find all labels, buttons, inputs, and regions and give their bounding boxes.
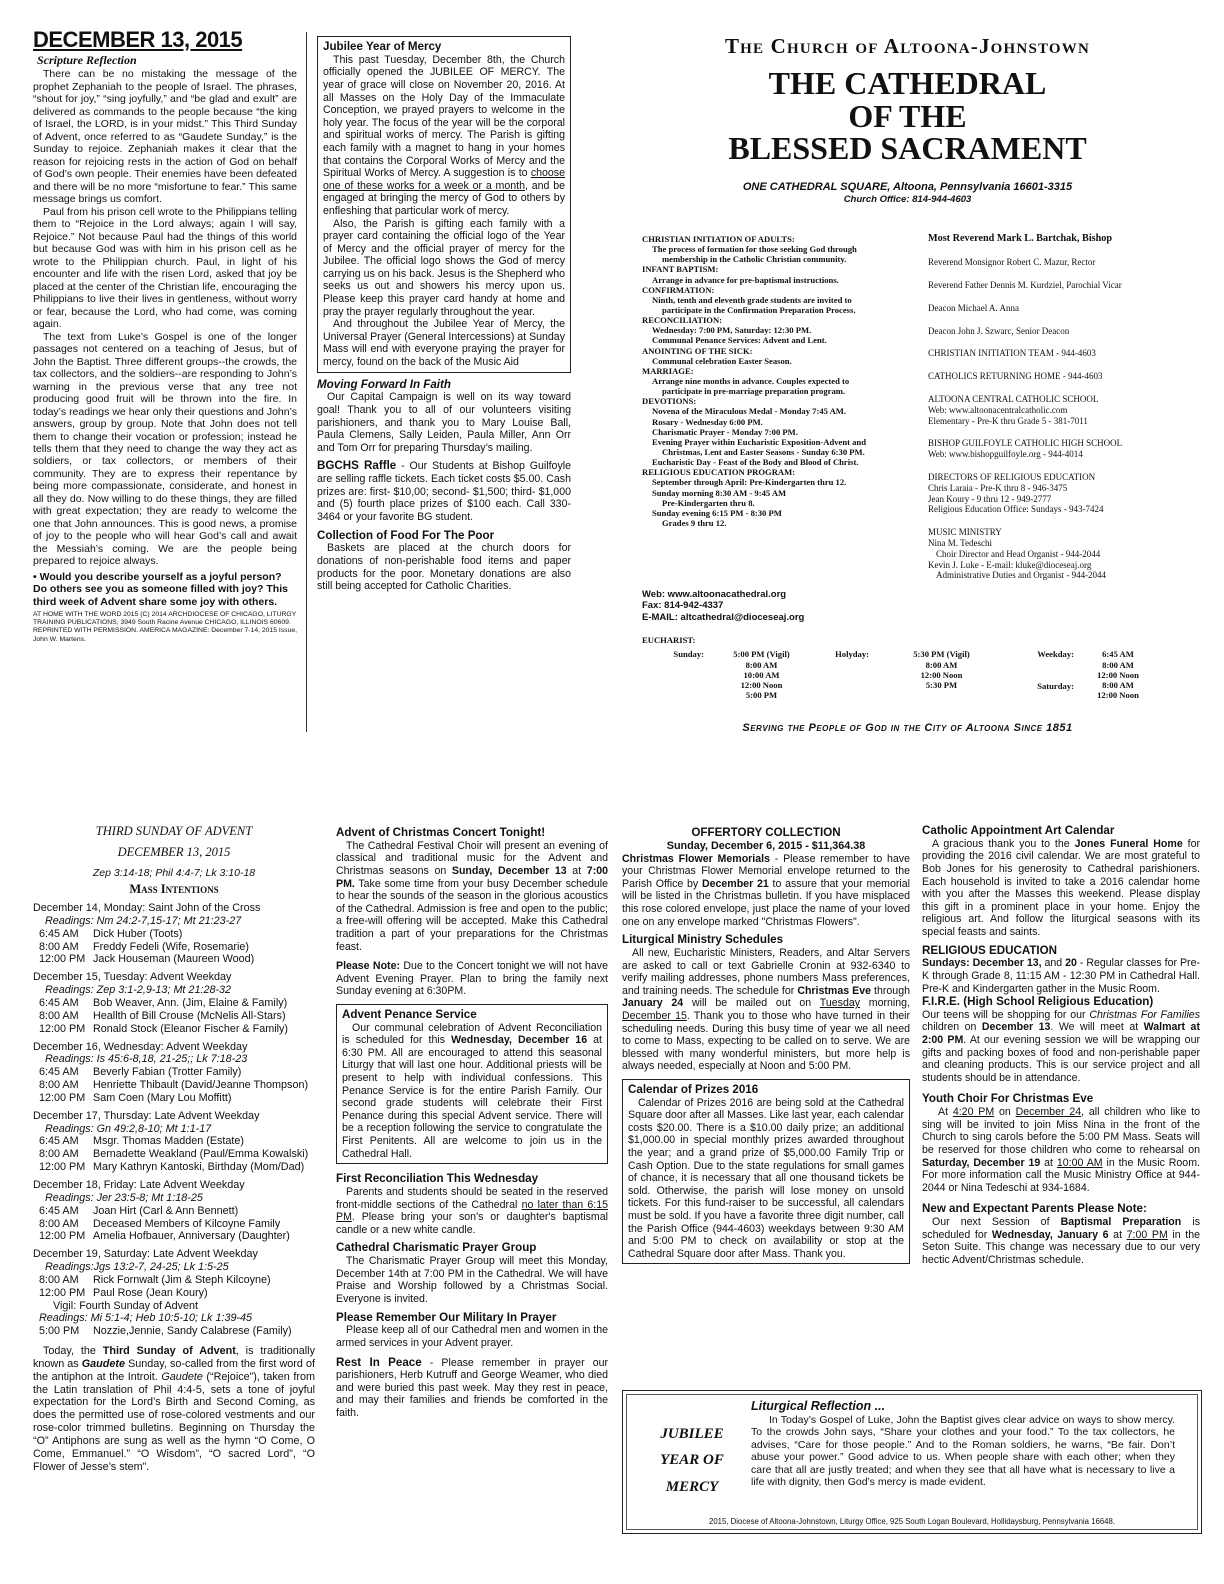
mass-intentions-column: [33, 824, 315, 1474]
jubilee-line-2: YEAR OF: [660, 1452, 724, 1469]
intention-day-title: December 15, Tuesday: Advent Weekday: [33, 971, 232, 984]
church-address: ONE CATHEDRAL SQUARE, Altoona, Pennsylvania 16601-3315: [742, 180, 1073, 193]
mass-time: 5:00 PM: [745, 690, 778, 701]
concert-title: Advent of Christmas Concert Tonight!: [336, 826, 546, 839]
mass-time: 8:00 AM: [925, 659, 958, 670]
intention-time: 6:45 AM: [39, 927, 79, 940]
service-line: Christmas, Lent and Easter Seasons - Sunday 6:30 PM.: [662, 446, 865, 457]
mass-time: 6:45 AM: [1102, 649, 1134, 660]
intention-name: Henriette Thibault (David/Jeanne Thompson): [93, 1079, 309, 1092]
reconciliation-text: Parents and students should be seated in the reserved front-middle sections of the Cathedral no later than 6:15 PM. Please bring your son's or daughter's baptismal candle or a new white candle.: [336, 1186, 608, 1236]
holyday-times: [879, 649, 1004, 701]
service-line: Communal celebration Easter Season.: [652, 355, 792, 366]
middle-top-column: [317, 36, 571, 593]
jubilee-paragraph-1: This past Tuesday, December 8th, the Church officially opened the JUBILEE OF MERCY. The year of grace will close on November 20, 2016. At all Masses on the Holy Day of the Immaculate Conception, we prayed prayers to welcome in the holy year. The focus of the year will be the corporal and spiritual works of mercy. The Parish is gifting each family with a magnet to hang in your homes that contains the Corporal Works of Mercy and the Spiritual Works of Mercy. A suggestion is to choose one of these works for a week or a month, and be engaged at bringing the mercy of God to others by enfleshing that particular work of mercy.: [323, 53, 565, 217]
cathedral-title-3: BLESSED SACRAMENT: [728, 130, 1087, 167]
mass-time: 5:30 PM (Vigil): [913, 649, 970, 660]
acs-elementary: Elementary - Pre-K thru Grade 5 - 381-7011: [928, 415, 1088, 426]
ministry-title: Liturgical Ministry Schedules: [622, 933, 784, 947]
service-heading: ANOINTING OF THE SICK:: [642, 345, 753, 356]
intention-day-readings: Readings: Is 45:6-8,18, 21-25;; Lk 7:18-23: [45, 1053, 248, 1066]
intention-mass: [33, 1066, 315, 1079]
service-line: Wednesday: 7:00 PM, Saturday: 12:30 PM.: [652, 325, 812, 336]
bg-school: BISHOP GUILFOYLE CATHOLIC HIGH SCHOOL: [928, 438, 1123, 449]
food-title: Collection of Food For The Poor: [317, 528, 495, 542]
service-line: Communal Penance Services: Advent and Lent.: [652, 335, 827, 346]
intention-time: 8:00 AM: [39, 1217, 79, 1230]
service-heading: MARRIAGE:: [642, 365, 694, 376]
offertory-title: OFFERTORY COLLECTION: [691, 826, 841, 839]
scripture-credit: AT HOME WITH THE WORD 2015 (C) 2014 ARCHDIOCESE OF CHICAGO, LITURGY TRAINING PUBLICATIONS, 3949 South Racine Avenue CHICAGO, ILLINOIS 60609. REPRINTED WITH PERMISSION. AMERICA MAGAZINE: December 7-14, 2015 Issue, John W. Martens.: [33, 611, 298, 643]
music-luke: Kevin J. Luke - E-mail: kluke@dioceseaj.org: [928, 559, 1092, 570]
mass-time: 12:00 Noon: [1097, 669, 1139, 680]
intention-mass: [33, 1230, 315, 1243]
intention-time: 6:45 AM: [39, 1135, 79, 1148]
eucharist-block: [642, 635, 1197, 701]
intention-name: Jack Houseman (Maureen Wood): [93, 953, 255, 966]
youth-title: Youth Choir For Christmas Eve: [922, 1092, 1094, 1106]
jubilee-title: Jubilee Year of Mercy: [323, 40, 442, 53]
intention-name: Joan Hirt (Carl & Ann Bennett): [93, 1204, 239, 1217]
intention-mass: [33, 1274, 315, 1287]
music-luke-role: Administrative Duties and Organist - 944-2044: [936, 570, 1107, 581]
intention-name: Bernadette Weakland (Paul/Emma Kowalski): [93, 1148, 309, 1161]
intention-time: 12:00 PM: [39, 1161, 86, 1174]
intention-time: 12:00 PM: [39, 1022, 86, 1035]
raffle-text: BGCHS Raffle - Our Students at Bishop Guilfoyle are selling raffle tickets. Each ticket costs $5.00. Cash prizes are: first- $10,00; second- $1,500; third- $1,000 and (5) fourth place prizes of $100 each. Call 330-3464 or your favorite BG student.: [317, 459, 571, 523]
intention-time: 12:00 PM: [39, 1286, 86, 1299]
mass-time: 8:00 AM: [745, 659, 778, 670]
christian-initiation-team: CHRISTIAN INITIATION TEAM - 944-4603: [928, 348, 1096, 359]
church-line: The Church of Altoona-Johnstown: [724, 34, 1091, 58]
intention-mass: [33, 1161, 315, 1174]
penance-box: [336, 1004, 608, 1164]
intention-day-readings: Readings:Jgs 13:2-7, 24-25; Lk 1:5-25: [45, 1261, 229, 1274]
scripture-paragraph-1: There can be no mistaking the message of the prophet Zephaniah to the people of Israel. The phrases, “shout for joy,” “sing joyfully,” and “be glad and exult” are delivered as commands to the people because “the king of Israel, the LORD, is in your midst.” This Third Sunday of Advent, once referred to as “Gaudete Sunday,” is the Sunday to rejoice. Zephaniah makes it clear that the reason for rejoicing rests in the action of God on behalf of God’s own people. Their enemies have been defeated and there will be no more “misfortune to fear.” This same message brings us comfort.: [33, 68, 297, 206]
intention-name: Ronald Stock (Eleanor Fischer & Family): [93, 1022, 289, 1035]
intention-day-title: December 18, Friday: Late Advent Weekday: [33, 1178, 245, 1191]
intention-name: Paul Rose (Jean Koury): [93, 1286, 208, 1299]
intention-mass: [33, 1218, 315, 1231]
bottom-middle-column: [336, 826, 608, 1420]
parents-text: Our next Session of Baptismal Preparation is scheduled for Wednesday, January 6 at 7:00 PM in the Seton Suite. This change was necessary due to our very hectic Advent/Christmas schedule.: [922, 1216, 1201, 1266]
intention-time: 8:00 AM: [39, 1079, 79, 1092]
offertory-column: [622, 826, 910, 1264]
music-tedeschi: Nina M. Tedeschi: [928, 537, 992, 548]
bishop: Most Reverend Mark L. Bartchak, Bishop: [928, 233, 1113, 244]
reconciliation-title: First Reconciliation This Wednesday: [336, 1172, 539, 1186]
weekday-times: [1084, 649, 1152, 680]
intention-mass: [33, 1287, 315, 1300]
rip-title: Rest In Peace: [336, 1355, 422, 1369]
jubilee-box: [317, 36, 571, 373]
intention-mass: [33, 953, 315, 966]
jubilee-logo-text: [637, 1421, 747, 1500]
tagline: Serving the People of God in the City of Altoona Since 1851: [742, 722, 1073, 734]
fire-title: F.I.R.E. (High School Religious Education): [922, 995, 1154, 1009]
dre-heading: DIRECTORS OF RELIGIOUS EDUCATION: [928, 472, 1096, 482]
service-line: Sunday evening 6:15 PM - 8:30 PM: [652, 507, 782, 518]
intention-name: Beverly Fabian (Trotter Family): [93, 1066, 242, 1079]
dre-laraia: Chris Laraia - Pre-K thru 8 - 946-3475: [928, 482, 1068, 493]
intention-mass: [33, 1079, 315, 1092]
dre-office: Religious Education Office: Sundays - 943-7424: [928, 504, 1104, 515]
concert-note: Please Note: Due to the Concert tonight we will not have Advent Evening Prayer. Plan to bring the family next Sunday evening at 6:30PM.: [336, 960, 608, 998]
column-divider: [306, 32, 307, 732]
prizes-title: Calendar of Prizes 2016: [628, 1082, 759, 1096]
service-line: Novena of the Miraculous Medal - Monday 7:45 AM.: [652, 406, 847, 417]
service-line: Charismatic Prayer - Monday 7:00 PM.: [652, 426, 798, 437]
scripture-question: • Would you describe yourself as a joyful person? Do others see you as someone filled with joy? This third week of Advent share some joy with others.: [33, 570, 288, 608]
intention-day-title: December 16, Wednesday: Advent Weekday: [33, 1040, 248, 1053]
intention-name: Dick Huber (Toots): [93, 927, 183, 940]
reled-text: Sundays: December 13, and 20 - Regular classes for Pre-K through Grade 8, 11:15 AM - 12:30 PM in Cathedral Hall. Pre-K and Kindergarten gather in the Music Room.: [922, 957, 1201, 995]
eucharist-table: [642, 649, 1152, 701]
jubilee-paragraph-3: And throughout the Jubilee Year of Mercy, the Universal Prayer (General Intercessions) at Sunday Mass will end with everyone praying the prayer for mercy, found on the back of the Music Aid: [323, 318, 565, 369]
intention-time: 12:00 PM: [39, 1230, 86, 1243]
intention-mass: [33, 1092, 315, 1105]
mass-time: 12:00 Noon: [920, 669, 963, 680]
service-line: The process of formation for those seeking God through: [652, 244, 857, 255]
jubilee-line-1: JUBILEE: [660, 1426, 724, 1442]
ministry-text: All new, Eucharistic Ministers, Readers, and Altar Servers are asked to call or text Gabrielle Cronin at 932-6340 to verify mailing addresses, phone numbers Mass preferences, and training needs. The schedule for Christmas Eve through January 24 will be mailed out on Tuesday morning, December 15. Thank you to those who have turned in their scheduling needs. During this busy time of year we all need to come to Mass, expecting to be called on to serve. We are blessed with many wonderful ministers, but more help is always needed, especially at Noon and 5:00 PM.: [622, 946, 911, 1073]
mass-time: 8:00 AM: [1102, 680, 1134, 691]
calendar-title: Catholic Appointment Art Calendar: [922, 824, 1115, 837]
intention-name: Sam Coen (Mary Lou Moffitt): [93, 1091, 232, 1104]
intention-name: Rick Fornwalt (Jim & Steph Kilcoyne): [93, 1273, 271, 1286]
music-tedeschi-role: Choir Director and Head Organist - 944-2044: [936, 548, 1101, 559]
jubilee-suggestion: choose one of these works for a week or a month: [323, 167, 565, 192]
prizes-text: Calendar of Prizes 2016 are being sold at the Cathedral Square door after all Masses. Like last year, each calendar costs $20.00. There is a $10.00 daily prize; an additional $1,000.00 in special monthly prizes awarded throughout the year; and a grand prize of $5,000.00 Family Trip or Cash Option. Due to the state regulations for small games of chance, it is necessary that all one thousand tickets be sold. Otherwise, the parish will lose money on unsold tickets. For this fund-raiser to be successful, all calendars must be sold. If you have a favorite three digit number, call the Parish Office (944-4603) weekdays between 9:30 AM and 5:00 PM to check on availability or stop at the Cathedral Square door after Mass. Thank you.: [628, 1096, 904, 1260]
intention-name: Mary Kathryn Kantoski, Birthday (Mom/Dad): [93, 1161, 305, 1174]
raffle-title: BGCHS Raffle: [317, 459, 397, 473]
dre-koury: Jean Koury - 9 thru 12 - 949-2777: [928, 493, 1052, 504]
intention-mass: [33, 997, 315, 1010]
email-line: E-MAIL: altcathedral@dioceseaj.org: [642, 611, 805, 623]
food-text: Baskets are placed at the church doors for donations of non-perishable food items and paper products for the poor. Monetary donations are also still being accepted for Catholic Charities.: [317, 542, 571, 593]
intention-day-readings: Readings: Nm 24:2-7,15-17; Mt 21:23-27: [45, 914, 242, 927]
mass-intentions-heading: Mass Intentions: [129, 882, 219, 897]
service-heading: CONFIRMATION:: [642, 284, 715, 295]
intention-time: 6:45 AM: [39, 1066, 79, 1079]
reflection-box: [622, 1390, 1202, 1534]
deacon-anna: Deacon Michael A. Anna: [928, 302, 1019, 313]
intention-time: 6:45 AM: [39, 997, 79, 1010]
sunday-readings: Zep 3:14-18; Phil 4:4-7; Lk 3:10-18: [92, 866, 256, 879]
sunday-title: THIRD SUNDAY OF ADVENT: [95, 824, 253, 838]
intention-time: 8:00 AM: [39, 1009, 79, 1022]
vicar: Reverend Father Dennis M. Kurdziel, Parochial Vicar: [928, 280, 1122, 291]
acs-school: ALTOONA CENTRAL CATHOLIC SCHOOL: [928, 394, 1099, 405]
staff-list: [928, 233, 1198, 581]
saturday-label: Saturday:: [1037, 680, 1074, 691]
concert-text: The Cathedral Festival Choir will present an evening of classical and traditional music for the Advent and Christmas seasons on Sunday, December 13 at 7:00 PM. Take some time from your busy December schedule to hear the sounds of the season in the glorious acoustics of the Cathedral. Admission is free and open to the public; a free-will offering will be accepted. Make this Cathedral tradition a part of your preparations for the Christmas feast.: [336, 839, 608, 953]
mass-time: 12:00 Noon: [740, 680, 783, 691]
military-text: Please keep all of our Cathedral men and women in the armed services in your Advent prayer.: [336, 1324, 608, 1349]
intention-name: Msgr. Thomas Madden (Estate): [93, 1135, 245, 1148]
intention-mass: [33, 1148, 315, 1161]
fire-text: Our teens will be shopping for our Christmas For Families children on December 13. We will meet at Walmart at 2:00 PM. At our evening session we will be wrapping our gifts and packing boxes of food and non-perishable paper and cleaning products. This is our service project and all students should be in attendance.: [922, 1008, 1200, 1084]
service-line: Eucharistic Day - Feast of the Body and Blood of Christ.: [652, 457, 859, 468]
bulletin-date: DECEMBER 13, 2015: [33, 27, 243, 52]
service-heading: RELIGIOUS EDUCATION PROGRAM:: [642, 467, 796, 478]
sunday-label: Sunday:: [673, 649, 704, 660]
mass-time: 12:00 Noon: [1097, 690, 1139, 701]
service-line: Evening Prayer within Eucharistic Exposition-Advent and: [652, 436, 866, 447]
intention-time: 6:45 AM: [39, 1204, 79, 1217]
scripture-paragraph-3: The text from Luke’s Gospel is one of the longer passages not centered on a teaching of Jesus, but of John the Baptist. Three different groups--the crowds, the tax collectors, and the soldiers--are responding to John’s warning in the previous verse that any tree not producing good fruit will be thrown into the fire. In today’s readings we hear only their questions and John’s answers, group by group. Note that John does not tell them to change their vocation or profession; instead he tells them that they need to change the way they act as soldiers, or tax collectors, or members of their community. They are to express their repentance by being more compassionate, considerate, and honest in all they do. Now willing to do these things, they are filled with great expectation; they are ready to welcome the one that John announces. This is good news, a promise of joy to the people who will hear God’s call and await the Messiah’s coming. We are the people being prepared to rejoice always.: [33, 330, 297, 568]
intention-time: 8:00 AM: [39, 1148, 79, 1161]
bottom-right-column: [922, 824, 1200, 1267]
reflection-text: In Today’s Gospel of Luke, John the Baptist gives clear advice on ways to show mercy. To the crowds John says, “Share your clothes and your food.” To the tax collectors, he advises, “Care for those people.” And to the Roman soldiers, he warns, “Be fair. Don’t abuse your power.” Good advice to us. When people share with each other; when they care that all are justly treated; and when they see that all have what is necessary to live a life with dignity, then God’s mercy is made evident.: [751, 1413, 1175, 1489]
reled-title: RELIGIOUS EDUCATION: [922, 943, 1058, 957]
intention-name: Amelia Hofbauer, Anniversary (Daughter): [93, 1230, 290, 1243]
service-line: Arrange in advance for pre-baptismal instructions.: [652, 274, 839, 285]
service-heading: INFANT BAPTISM:: [642, 264, 719, 275]
intention-time: 12:00 PM: [39, 953, 86, 966]
eucharist-label: EUCHARIST:: [642, 635, 696, 645]
service-line: participate in the Confirmation Preparation Process.: [662, 304, 856, 315]
intention-mass: [33, 941, 315, 954]
youth-text: At 4:20 PM on December 24, all children who like to sing will be invited to join Miss Nina in the front of the Church to sing carols before the 5:00 PM Mass. Seats will be reserved for those children who come to rehearsal on Saturday, December 19 at 10:00 AM in the Music Room. For more information call the Music Ministry Office at 944-2044 or Nina Tedeschi at 934-1684.: [922, 1106, 1201, 1194]
deacon-szwarc: Deacon John J. Szwarc, Senior Deacon: [928, 325, 1070, 336]
cathedral-title-1: THE CATHEDRAL: [768, 64, 1047, 101]
rip-text: Rest In Peace - Please remember in prayer our parishioners, Herb Kutruff and George Weamer, who died and were buried this past week. May they rest in peace, and may their families and friends be comforted in the faith.: [336, 1355, 609, 1420]
holyday-label: Holyday:: [835, 649, 869, 660]
sunday-date: DECEMBER 13, 2015: [117, 844, 231, 859]
intention-mass: [33, 1205, 315, 1218]
vigil-readings: Readings: Mi 5:1-4; Heb 10:5-10; Lk 1:39-45: [39, 1312, 253, 1325]
reflection-credit: 2015, Diocese of Altoona-Johnstown, Liturgy Office, 925 South Logan Boulevard, Hollidaysburg, Pennsylvania 16648.: [709, 1516, 1115, 1526]
rector: Reverend Monsignor Robert C. Mazur, Rector: [928, 257, 1096, 268]
service-line: Pre-Kindergarten thru 8.: [662, 497, 755, 508]
music-heading: MUSIC MINISTRY: [928, 527, 1002, 538]
jubilee-line-3: MERCY: [665, 1478, 719, 1495]
service-line: Rosary - Wednesday 6:00 PM.: [652, 416, 763, 427]
jubilee-paragraph-2: Also, the Parish is gifting each family with a prayer card containing the official logo of the Year of Mercy and the official prayer of mercy for the Jubilee. The official logo shows the God of mercy carrying us on his back. Jesus is the Shepherd who seeks us out and showers his mercy upon us. Please keep this prayer card handy at home and pray the prayer regularly throughout the year.: [323, 217, 565, 318]
service-heading: CHRISTIAN INITIATION OF ADULTS:: [642, 234, 795, 244]
service-line: membership in the Catholic Christian community.: [662, 254, 847, 265]
charismatic-title: Cathedral Charismatic Prayer Group: [336, 1241, 537, 1255]
offertory-amount: Sunday, December 6, 2015 - $11,364.38: [666, 839, 866, 852]
vigil-title: Vigil: Fourth Sunday of Advent: [53, 1299, 199, 1312]
penance-text: Our communal celebration of Advent Reconciliation is scheduled for this Wednesday, December 16 at 6:30 PM. All are encouraged to attend this seasonal Liturgy that will last one hour. Additional priests will be present to help with individual confessions. This Penance Service is for the entire Parish Family. Our second grade students will celebrate their First Penance during this special Advent service. There will be a reception following the service to congratulate the First Penitents. All are welcome to join us in the Cathedral Hall.: [342, 1021, 602, 1160]
acs-web: Web: www.altoonacentralcatholic.com: [928, 404, 1068, 415]
mass-time: 10:00 AM: [743, 669, 780, 680]
gaudete-paragraph: Today, the Third Sunday of Advent, is traditionally known as Gaudete Sunday, so-called from the first word of the antiphon at the Introit. Gaudete (“Rejoice”), taken from the Latin translation of Phil 4:4-5, sets a tone of joyful expectation for the Lord’s Birth and Second Coming, as does the permitted use of rose-colored vestments and our rose-color trimmed bulletins. Beginning on Thursday the “O” Antiphons are sung as well as the hymn “O Come, O Come, Emmanuel.” “O Wisdom”, “O sacred Lord”, “O Flower of Jesse’s stem”.: [33, 1345, 315, 1473]
faith-text: Our Capital Campaign is well on its way toward goal! Thank you to all of our volunteers visiting parishioners, and thank you to Mary Louise Ball, Paula Clemens, Sally Leiden, Paula Miller, Ann Orr and Tom Orr for preparing Thursday’s mailing.: [317, 391, 571, 454]
bg-web: Web: www.bishopguilfoyle.org - 944-4014: [928, 449, 1083, 460]
scripture-heading: Scripture Reflection: [37, 53, 137, 68]
scripture-column: [33, 28, 297, 644]
intention-name: Heallth of Bill Crouse (McNelis All-Stars): [93, 1009, 286, 1022]
flowers-text: Christmas Flower Memorials - Please remember to have your Christmas Flower Memorial envelope returned to the Parish Office by December 21 to assure that your memorial will be listed in the Christmas bulletin. If you have misplaced this rose colored envelope, just place the name of your loved one on any envelope marked "Christmas Flowers".: [622, 852, 910, 928]
intention-time: 12:00 PM: [39, 1091, 86, 1104]
cathedral-title-2: OF THE: [848, 97, 967, 134]
service-line: Grades 9 thru 12.: [662, 517, 727, 528]
intention-day-title: December 14, Monday: Saint John of the Cross: [33, 902, 261, 915]
intention-day-title: December 19, Saturday: Late Advent Weekday: [33, 1248, 258, 1261]
intention-time: 8:00 AM: [39, 940, 79, 953]
intention-day-readings: Readings: Zep 3:1-2,9-13; Mt 21:28-32: [45, 984, 232, 997]
penance-title: Advent Penance Service: [342, 1007, 477, 1021]
reflection-title: Liturgical Reflection ...: [751, 1399, 886, 1413]
service-line: participate in pre-marriage preparation program.: [662, 386, 846, 397]
service-heading: DEVOTIONS:: [642, 396, 697, 407]
intention-mass: [33, 1135, 315, 1148]
mass-time: 5:00 PM (Vigil): [733, 649, 790, 660]
military-title: Please Remember Our Military In Prayer: [336, 1310, 557, 1324]
prizes-box: [622, 1079, 910, 1265]
intention-mass: [33, 1010, 315, 1023]
fax-number: Fax: 814-942-4337: [642, 600, 724, 612]
calendar-text: A gracious thank you to the Jones Funeral Home for providing the 2016 civil calendar. We are most grateful to Bob Jones for his generosity to Cathedral parishioners. Each household is invited to take a 2016 calendar home with you after the Masses this weekend. Please display this gift in a prominent place in your home. Enjoy the religious art. And follow the liturgical seasons with its special feasts and saints.: [922, 837, 1200, 938]
flowers-title: Christmas Flower Memorials: [622, 852, 770, 865]
web-address: Web: www.altoonacathedral.org: [642, 589, 787, 600]
intention-name: Deceased Members of Kilcoyne Family: [93, 1217, 281, 1230]
intention-time: 8:00 AM: [39, 1273, 79, 1286]
service-line: Arrange nine months in advance. Couples expected to: [652, 375, 850, 386]
intention-mass: [33, 1023, 315, 1036]
service-heading: RECONCILIATION:: [642, 315, 723, 326]
services-list: [642, 234, 922, 528]
faith-title: Moving Forward In Faith: [317, 377, 451, 391]
saturday-times: [1084, 680, 1152, 701]
weekday-label: Weekday:: [1037, 649, 1074, 660]
mass-time: 5:30 PM: [925, 680, 958, 691]
scripture-paragraph-2: Paul from his prison cell wrote to the Philippians telling them to “Rejoice in the Lord always; again I will say, Rejoice.” Not because Paul had the things of this world but because God was with him in his prison cell as he wrote to the Philippian church. Paul, in light of his encounter and life with the risen Lord, asked that joy be placed at the center of the Christian life, encouraging the Philippians to live their lives in gentleness, without worry or fear, because the Lord, who had come, was coming again.: [33, 205, 297, 331]
church-office: Church Office: 814-944-4603: [843, 193, 972, 205]
catholics-returning-home: CATHOLICS RETURNING HOME - 944-4603: [928, 371, 1103, 382]
intention-name: Bob Weaver, Ann. (Jim, Elaine & Family): [93, 997, 288, 1010]
charismatic-text: The Charismatic Prayer Group will meet this Monday, December 14th at 7:00 PM in the Cathedral. We will have Praise and Worship followed by a Christmas Social. Everyone is invited.: [336, 1255, 608, 1305]
mass-time: 8:00 AM: [1102, 659, 1134, 670]
service-line: Sunday morning 8:30 AM - 9:45 AM: [652, 487, 787, 498]
contact-block: [642, 589, 922, 623]
intention-day-title: December 17, Thursday: Late Advent Weekday: [33, 1109, 260, 1122]
masthead: [620, 34, 1195, 205]
intention-day-readings: Readings: Jer 23:5-8; Mt 1:18-25: [45, 1191, 203, 1204]
intention-day-readings: Readings: Gn 49:2,8-10; Mt 1:1-17: [45, 1122, 212, 1135]
parents-title: New and Expectant Parents Please Note:: [922, 1202, 1147, 1216]
intention-days: [33, 902, 315, 1299]
sunday-times: [714, 649, 809, 701]
email-address: altcathedral@dioceseaj.org: [680, 611, 805, 623]
vigil-mass: 5:00 PM Nozzie,Jennie, Sandy Calabrese (Family): [39, 1325, 292, 1338]
intention-mass: [33, 928, 315, 941]
intention-name: Freddy Fedeli (Wife, Rosemarie): [93, 940, 249, 953]
service-line: Ninth, tenth and eleventh grade students are invited to: [652, 294, 852, 305]
service-line: September through April: Pre-Kindergarten thru 12.: [652, 477, 847, 488]
